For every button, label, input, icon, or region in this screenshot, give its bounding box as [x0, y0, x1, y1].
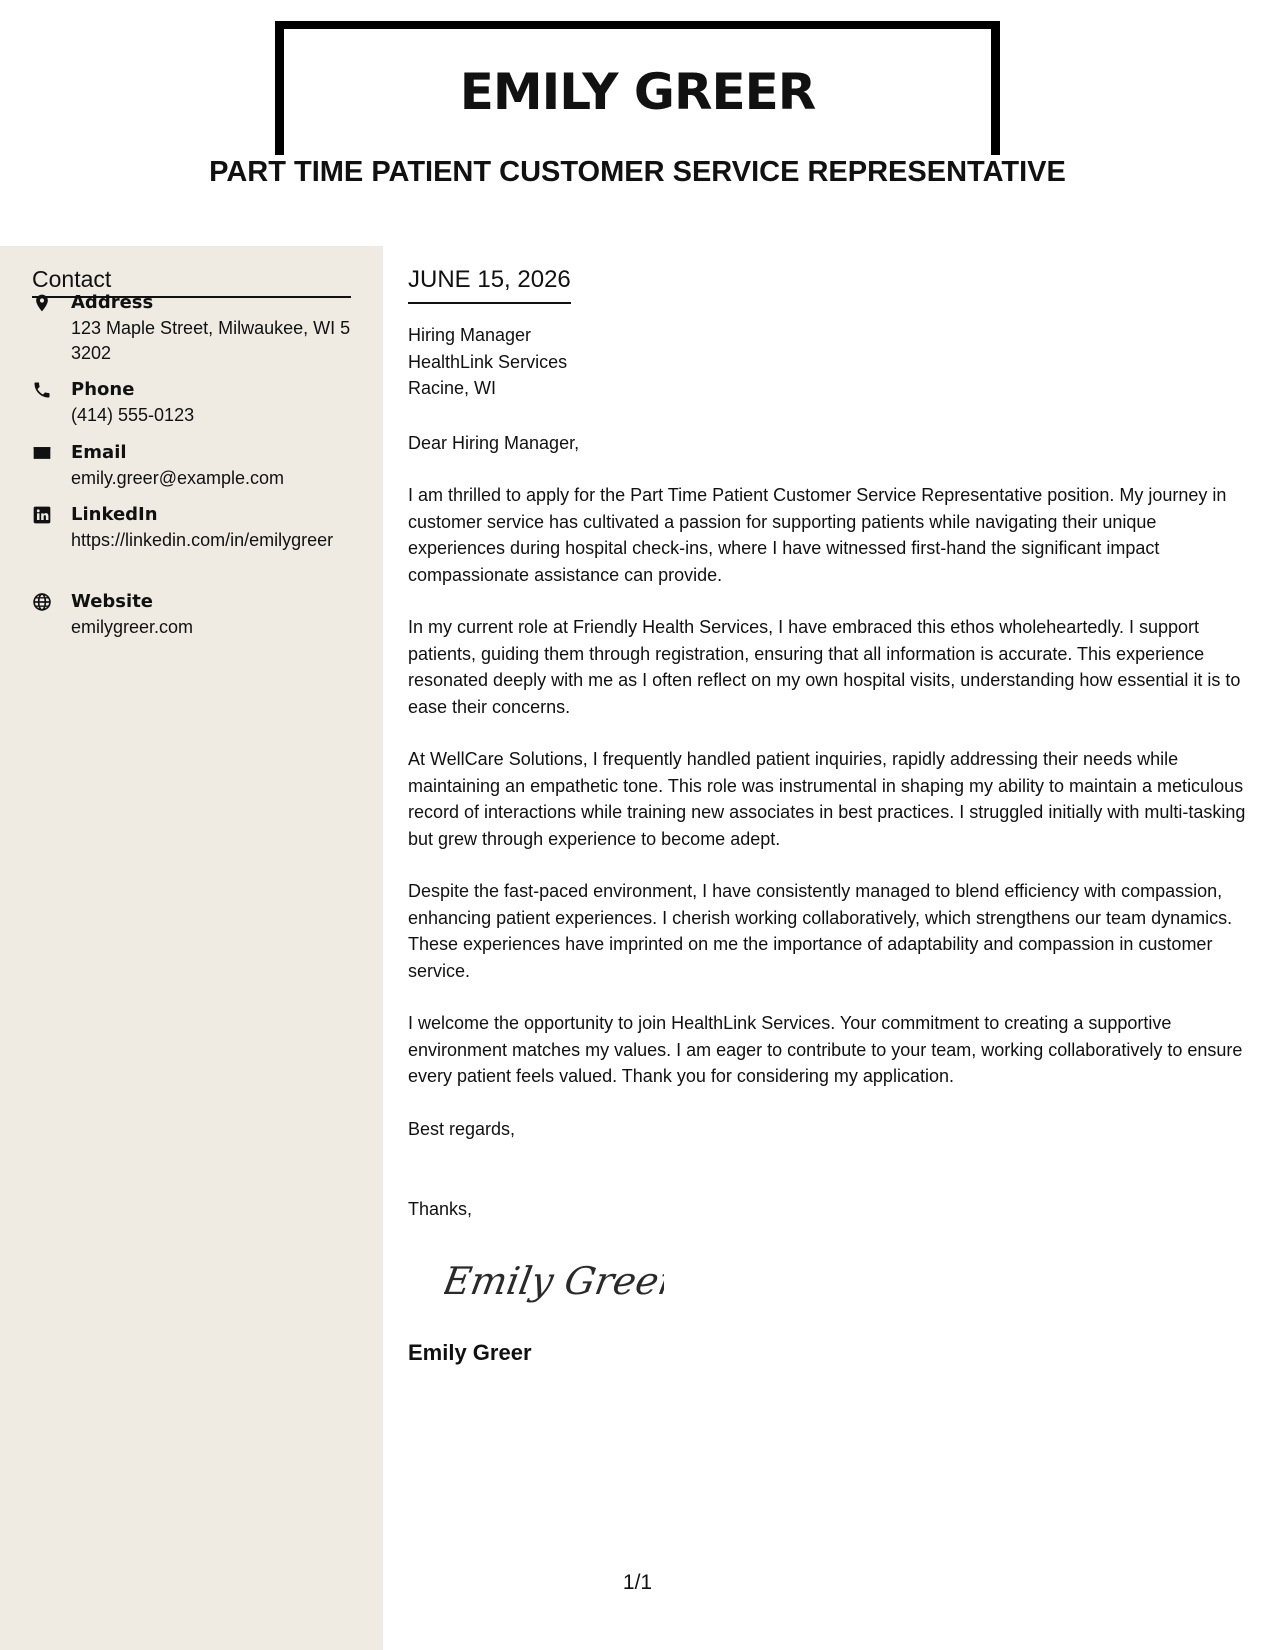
applicant-name: EMILY GREER [459, 63, 816, 121]
recipient-block [408, 322, 1248, 402]
phone-value: (414) 555-0123 [71, 405, 195, 425]
address-value: 123 Maple Street, Milwaukee, WI 53202 [71, 318, 351, 363]
contact-heading: Contact [32, 262, 351, 298]
closing-line: Best regards, [408, 1119, 516, 1139]
email-label: Email [71, 442, 127, 463]
website-label: Website [71, 591, 154, 612]
paragraph-1: I am thrilled to apply for the Part Time Patient Customer Service Representative position. My journey in customer service has cultivated a passion for supporting patients while navigating their unique experiences during hospital check-ins, where I have witnessed first-hand the significant impact compassionate assistance can provide. [408, 485, 1227, 585]
svg-text:Emily Greer: Emily Greer [444, 1259, 664, 1304]
letter-date: JUNE 15, 2026 [408, 264, 571, 304]
globe-icon [32, 592, 56, 616]
email-value: emily.greer@example.com [71, 468, 285, 488]
phone-icon [32, 380, 56, 404]
paragraph-3: At WellCare Solutions, I frequently handled patient inquiries, rapidly addressing their needs while maintaining an empathetic tone. This role was instrumental in shaping my ability to maintain a meticulous record of interactions while training new associates in best practices. I struggled initially with multi-tasking but grew through experience to become adept. [408, 749, 1246, 849]
handwritten-signature [444, 1244, 664, 1314]
page-number: 1/1 [622, 1571, 653, 1594]
contact-sidebar [0, 246, 383, 1650]
phone-label: Phone [71, 379, 135, 400]
salutation: Dear Hiring Manager, [408, 433, 580, 453]
envelope-icon [32, 443, 56, 467]
recipient-location: Racine, WI [408, 378, 497, 398]
linkedin-value: https://linkedin.com/in/emilygreer [71, 530, 334, 550]
signer-name: Emily Greer [408, 1340, 532, 1365]
job-title: PART TIME PATIENT CUSTOMER SERVICE REPRESENTATIVE [209, 156, 1066, 188]
paragraph-2: In my current role at Friendly Health Services, I have embraced this ethos wholeheartedly. I support patients, guiding them through registration, ensuring that all information is accurate. This experience resonated deeply with me as I often reflect on my own hospital visits, understanding how essential it is to ease their concerns. [408, 617, 1241, 717]
paragraph-4: Despite the fast-paced environment, I have consistently managed to blend efficiency with compassion, enhancing patient experiences. I cherish working collaboratively, which strengthens our team dynamics. These experiences have imprinted on me the importance of adaptability and compassion in customer service. [408, 881, 1233, 981]
address-label: Address [71, 292, 154, 313]
linkedin-label: LinkedIn [71, 504, 158, 525]
website-value: emilygreer.com [71, 617, 194, 637]
thanks-line: Thanks, [408, 1199, 473, 1219]
map-pin-icon [32, 293, 56, 317]
recipient-title: Hiring Manager [408, 325, 532, 345]
linkedin-icon [32, 505, 56, 529]
paragraph-5: I welcome the opportunity to join HealthLink Services. Your commitment to creating a supportive environment matches my values. I am eager to contribute to your team, working collaboratively to ensure every patient feels valued. Thank you for considering my application. [408, 1013, 1243, 1086]
recipient-company: HealthLink Services [408, 351, 568, 372]
header [0, 0, 1275, 246]
